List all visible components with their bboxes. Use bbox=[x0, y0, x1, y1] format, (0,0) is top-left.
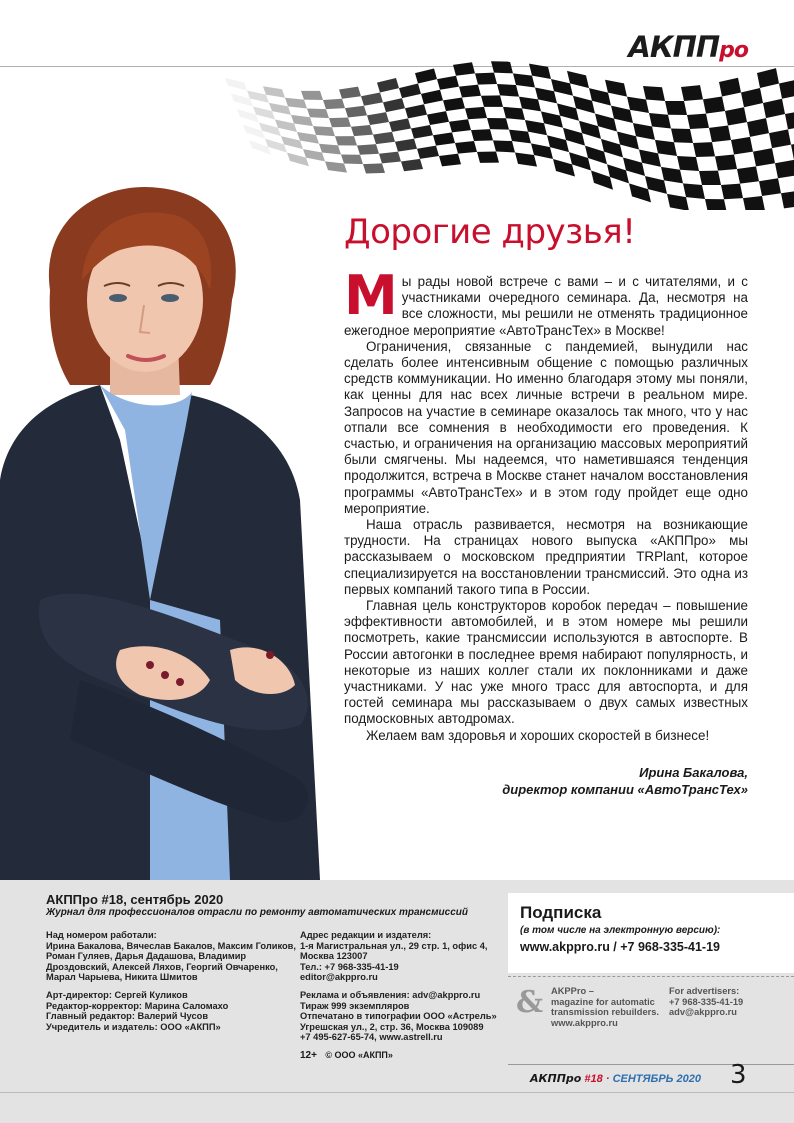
flag-square bbox=[709, 126, 731, 143]
flag-square bbox=[781, 191, 794, 209]
print-line: Угрешская ул., 2, стр. 36, Москва 109089 bbox=[300, 1021, 484, 1032]
imprint-subtitle: Журнал для профессионалов отрасли по ремонту автоматических трансмиссий bbox=[46, 907, 468, 918]
english-info bbox=[551, 986, 661, 1028]
flag-square bbox=[459, 85, 481, 98]
footer-separator: · bbox=[605, 1073, 610, 1085]
subscription-box bbox=[508, 893, 794, 973]
flag-square bbox=[465, 107, 487, 119]
article-paragraph: Ограничения, связанные с пандемией, вынудили нас сделать более интенсивным общение с помощью различных средств коммуникации. Но именно благодаря этому мы поняли, как ценны для нас всех личные встречи в реальном мире. Запросов на участие в семинаре оказалось так много, что у нас отпали все сомнения в необходимости его проведения. К счастью, и ограничения на организацию массовых мероприятий были смягчены. Мы надеемся, что наметившаяся тенденция продолжится, встреча в Москве станет началом восстановления программы «АвтоТрансТех» и в этом году пройдет еще одно мероприятие. bbox=[344, 338, 748, 516]
flag-square bbox=[401, 159, 423, 171]
flag-square bbox=[389, 118, 411, 131]
flag-square bbox=[341, 154, 363, 164]
portrait-photo bbox=[0, 180, 340, 880]
flag-square bbox=[475, 73, 497, 85]
flag-square bbox=[655, 140, 677, 156]
flag-square bbox=[339, 87, 361, 99]
flag-square bbox=[411, 125, 433, 139]
flag-square bbox=[345, 106, 367, 118]
flag-square bbox=[785, 110, 794, 129]
flag-square bbox=[481, 95, 503, 106]
english-line: magazine for automatic bbox=[551, 996, 655, 1007]
flag-square bbox=[775, 160, 794, 178]
flag-square bbox=[395, 139, 417, 152]
flag-square bbox=[487, 118, 509, 130]
flag-square bbox=[753, 148, 775, 166]
magazine-logo bbox=[628, 30, 748, 64]
print-line: Отпечатано в типографии ООО «Астрель» bbox=[300, 1011, 497, 1022]
flag-square bbox=[319, 144, 341, 155]
flag-square bbox=[759, 178, 781, 196]
flag-square bbox=[715, 155, 737, 171]
flag-square bbox=[687, 114, 709, 129]
flag-square bbox=[373, 132, 395, 144]
flag-square bbox=[449, 119, 471, 132]
subscription-title: Подписка bbox=[520, 903, 602, 922]
drop-cap: М bbox=[344, 264, 398, 327]
flag-square bbox=[477, 151, 499, 162]
flag-square bbox=[399, 83, 421, 98]
flag-square bbox=[731, 137, 753, 155]
flag-square bbox=[529, 64, 551, 79]
flag-square bbox=[301, 91, 323, 100]
page-number: 3 bbox=[730, 1060, 747, 1090]
flag-square bbox=[433, 132, 455, 145]
flag-square bbox=[497, 84, 519, 97]
flag-square bbox=[357, 144, 379, 155]
flag-square bbox=[437, 76, 459, 90]
advertisers-heading: For advertisers: bbox=[669, 986, 740, 996]
role-line: Учредитель и издатель: ООО «АКПП» bbox=[46, 1021, 221, 1032]
running-footer bbox=[530, 1072, 701, 1085]
article-paragraph: Желаем вам здоровья и хороших скоростей в бизнесе! bbox=[366, 727, 710, 743]
footer-issue: #18 bbox=[584, 1073, 603, 1085]
article-paragraph: Наша отрасль развивается, несмотря на возникающие трудности. На страницах нового выпуска «АКППро» мы рассказываем о московском предприятии TRPlant, которое специализируется на восстановлении трансмиссий. Это одна из первых компаний такого типа в России. bbox=[344, 517, 748, 597]
flag-square bbox=[453, 62, 475, 75]
signature-name: Ирина Бакалова, bbox=[639, 764, 748, 780]
flag-square bbox=[721, 184, 743, 200]
footer-date: СЕНТЯБРЬ 2020 bbox=[612, 1073, 701, 1085]
address-email[interactable]: editor@akppro.ru bbox=[300, 972, 378, 983]
age-badge: 12+ bbox=[300, 1050, 317, 1061]
advertisers-info bbox=[669, 986, 789, 1018]
role-line: Редактор-корректор: Марина Саломахо bbox=[46, 1000, 229, 1011]
flag-square bbox=[747, 118, 769, 137]
flag-square bbox=[509, 130, 531, 144]
article-paragraph: Главная цель конструкторов коробок передач – повышение эффективности автомобилей, и в этом номере мы решили посмотреть, какие трансмиссии используются в автоспорте. В России автогонки в последнее время набирают популярность, и некоторые из наших коллег стали их поклонниками и даже участниками. У нас уже много трасс для автоспорта, и для гостей семинара мы рассказываем о двух самых известных подмосковных автодромах. bbox=[344, 598, 748, 727]
address-phone: Тел.: +7 968-335-41-19 bbox=[300, 961, 399, 972]
flag-square bbox=[415, 69, 437, 84]
flag-square bbox=[665, 101, 687, 115]
flag-square bbox=[325, 161, 347, 172]
subscription-note: (в том числе на электронную версию): bbox=[520, 925, 721, 936]
address-text: 1-я Магистральная ул., 29 стр. 1, офис 4, Москва 123007 bbox=[300, 940, 488, 962]
flag-square bbox=[323, 99, 345, 109]
signature bbox=[344, 764, 748, 798]
role-line: Арт-директор: Сергей Куликов bbox=[46, 990, 188, 1000]
flag-square bbox=[225, 78, 247, 90]
flag-square bbox=[667, 194, 689, 210]
print-line: Тираж 999 экземпляров bbox=[300, 1000, 410, 1011]
flag-square bbox=[515, 152, 537, 166]
flag-square bbox=[351, 125, 373, 136]
article-paragraph: Мы рады новой встрече с вами – и с читателями, и с участниками очередного семинара. Да, несмотря на все сложности, мы решили не отменять традиционное ежегодное мероприятие «АвтоТрансТех» в Москве! bbox=[344, 264, 748, 338]
flag-square bbox=[361, 92, 383, 105]
flag-square bbox=[643, 86, 665, 101]
logo-main: АКПП bbox=[628, 30, 720, 64]
flag-square bbox=[367, 112, 389, 125]
flag-square bbox=[763, 99, 785, 118]
ampersand-icon: & bbox=[516, 985, 544, 1020]
editorial-address bbox=[300, 930, 500, 983]
print-line: +7 495-627-65-74, www.astrell.ru bbox=[300, 1032, 443, 1043]
flag-square bbox=[383, 98, 405, 112]
flag-square bbox=[741, 88, 763, 107]
flag-square bbox=[427, 111, 449, 125]
staff-heading: Над номером работали: bbox=[46, 930, 157, 940]
flag-square bbox=[719, 78, 741, 97]
staff-list bbox=[46, 930, 296, 983]
page-headline: Дорогие друзья! bbox=[344, 212, 636, 252]
flag-square bbox=[421, 90, 443, 104]
flag-square bbox=[503, 107, 525, 120]
advertisers-email[interactable]: adv@akppro.ru bbox=[669, 1007, 737, 1018]
flag-square bbox=[703, 96, 725, 113]
subscription-contact[interactable]: www.akppro.ru / +7 968-335-41-19 bbox=[520, 940, 720, 954]
flag-square bbox=[661, 167, 683, 184]
flag-square bbox=[705, 199, 727, 210]
flag-square bbox=[285, 98, 307, 109]
advertisers-phone: +7 968-335-41-19 bbox=[669, 996, 744, 1007]
age-rating bbox=[300, 1050, 393, 1061]
flag-square bbox=[627, 97, 649, 113]
flag-square bbox=[519, 97, 541, 112]
bottom-rule bbox=[0, 1092, 794, 1093]
flag-square bbox=[757, 68, 779, 88]
flag-square bbox=[699, 171, 721, 185]
english-line[interactable]: www.akppro.ru bbox=[551, 1017, 618, 1028]
flag-square bbox=[491, 61, 513, 73]
flag-square bbox=[725, 107, 747, 125]
role-line: Главный редактор: Валерий Чусов bbox=[46, 1011, 209, 1022]
signature-title: директор компании «АвтоТрансТех» bbox=[502, 781, 748, 797]
flag-square bbox=[693, 142, 715, 157]
flag-square bbox=[443, 97, 465, 111]
flag-square bbox=[681, 85, 703, 101]
imprint-title: АКППро #18, сентябрь 2020 bbox=[46, 892, 224, 907]
english-line: AKPPro – bbox=[551, 986, 594, 996]
flag-square bbox=[633, 123, 655, 140]
editorial-article bbox=[344, 264, 748, 798]
flag-square bbox=[379, 152, 401, 164]
flag-square bbox=[405, 104, 427, 118]
staff-names: Ирина Бакалова, Вячеслав Бакалов, Максим Голиков, Роман Гуляев, Дарья Дадашова, Владимир Дроздовский, Алексей Ляхов, Георгий Овчаренко, Марал Чарыева, Никита Шмитов bbox=[46, 940, 296, 983]
flag-square bbox=[769, 129, 791, 148]
flag-square bbox=[737, 166, 759, 183]
flag-square bbox=[335, 136, 357, 145]
flag-square bbox=[649, 113, 671, 129]
flag-square bbox=[671, 128, 693, 142]
flag-square bbox=[417, 146, 439, 159]
flag-square bbox=[377, 78, 399, 93]
print-info bbox=[300, 990, 500, 1043]
roles-list bbox=[46, 990, 296, 1032]
flag-square bbox=[677, 156, 699, 171]
footer-rule bbox=[508, 1064, 794, 1065]
flag-square bbox=[307, 108, 329, 118]
flag-square bbox=[455, 141, 477, 154]
flag-square bbox=[439, 154, 461, 167]
flag-square bbox=[329, 117, 351, 127]
flag-square bbox=[779, 79, 794, 98]
flag-square bbox=[743, 196, 765, 210]
flag-square bbox=[493, 140, 515, 152]
english-line: transmission rebuilders. bbox=[551, 1007, 659, 1018]
flag-square bbox=[513, 73, 535, 87]
flag-square bbox=[471, 129, 493, 141]
flag-square bbox=[363, 163, 385, 173]
copyright: © ООО «АКПП» bbox=[325, 1050, 393, 1060]
flag-square bbox=[683, 183, 705, 199]
dashed-divider bbox=[508, 976, 794, 977]
flag-square bbox=[313, 126, 335, 136]
footer-logo: АКППро bbox=[530, 1072, 582, 1085]
logo-suffix: ро bbox=[719, 38, 748, 63]
print-line: Реклама и объявления: adv@akppro.ru bbox=[300, 990, 481, 1000]
address-heading: Адрес редакции и издателя: bbox=[300, 930, 432, 940]
